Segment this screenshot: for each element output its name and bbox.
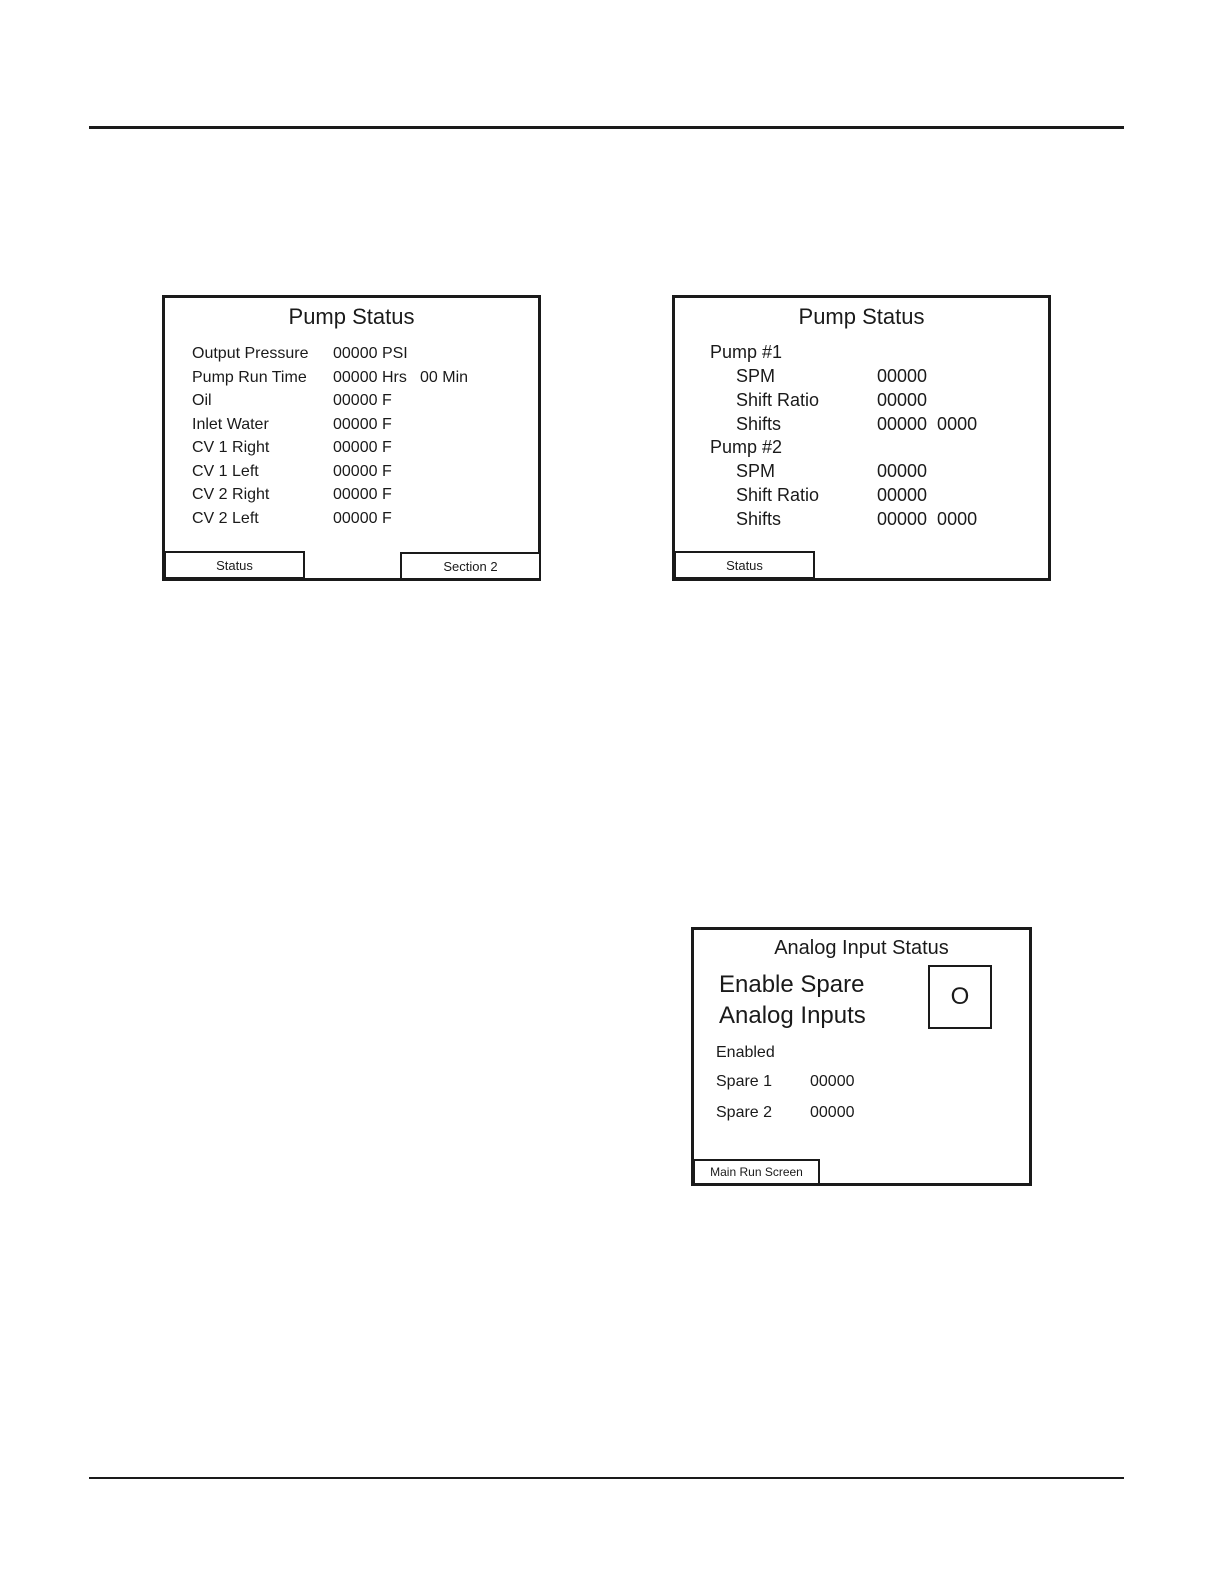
spm-value: 00000 [877,366,928,386]
screen-title: Pump Status [288,304,415,329]
row-label: CV 1 Right [192,439,270,456]
enabled-status-text: Enabled [716,1044,775,1061]
row-label: CV 2 Left [192,510,259,527]
row-label: Output Pressure [192,345,309,362]
spare-2-value: 00000 [810,1104,855,1121]
shifts-label: Shifts [736,414,782,434]
pump-2-heading: Pump #2 [710,437,783,457]
row-label: Inlet Water [192,416,269,433]
shift-ratio-label: Shift Ratio [736,485,820,505]
shifts-label: Shifts [736,509,782,529]
spare-1-value: 00000 [810,1073,855,1090]
row-label: CV 1 Left [192,463,259,480]
spm-label: SPM [736,461,776,481]
row-label: Oil [192,392,212,409]
row-value: 00000 F [333,463,392,480]
shift-ratio-value: 00000 [877,390,928,410]
screen-title: Pump Status [798,304,925,329]
row-label: Pump Run Time [192,369,307,386]
spare-1-label: Spare 1 [716,1073,773,1090]
enable-spare-label-line-2: Analog Inputs [719,1002,866,1029]
row-value: 00000 Hrs [333,369,407,386]
status-tab-button[interactable]: Status [674,551,815,579]
row-extra-value: 00 Min [420,369,469,386]
row-label: CV 2 Right [192,486,270,503]
header-rule [89,126,1124,129]
pump-status-screen-1 [162,295,541,581]
section-2-tab-button[interactable]: Section 2 [400,552,541,580]
spm-value: 00000 [877,461,928,481]
row-value: 00000 F [333,510,392,527]
enable-spare-label-line-1: Enable Spare [719,971,865,998]
spm-label: SPM [736,366,776,386]
shifts-value: 00000 0000 [877,414,978,434]
analog-input-status-screen [691,927,1032,1186]
row-value: 00000 PSI [333,345,408,362]
shift-ratio-label: Shift Ratio [736,390,820,410]
row-value: 00000 F [333,416,392,433]
enable-spare-toggle-button[interactable]: O [928,965,992,1029]
main-run-screen-tab-button[interactable]: Main Run Screen [693,1159,820,1185]
row-value: 00000 F [333,439,392,456]
shifts-value: 00000 0000 [877,509,978,529]
status-tab-button[interactable]: Status [164,551,305,579]
footer-rule [89,1477,1124,1479]
shift-ratio-value: 00000 [877,485,928,505]
row-value: 00000 F [333,392,392,409]
screen-title: Analog Input Status [774,937,949,959]
pump-status-screen-2 [672,295,1051,581]
spare-2-label: Spare 2 [716,1104,773,1121]
row-value: 00000 F [333,486,392,503]
pump-1-heading: Pump #1 [710,342,783,362]
